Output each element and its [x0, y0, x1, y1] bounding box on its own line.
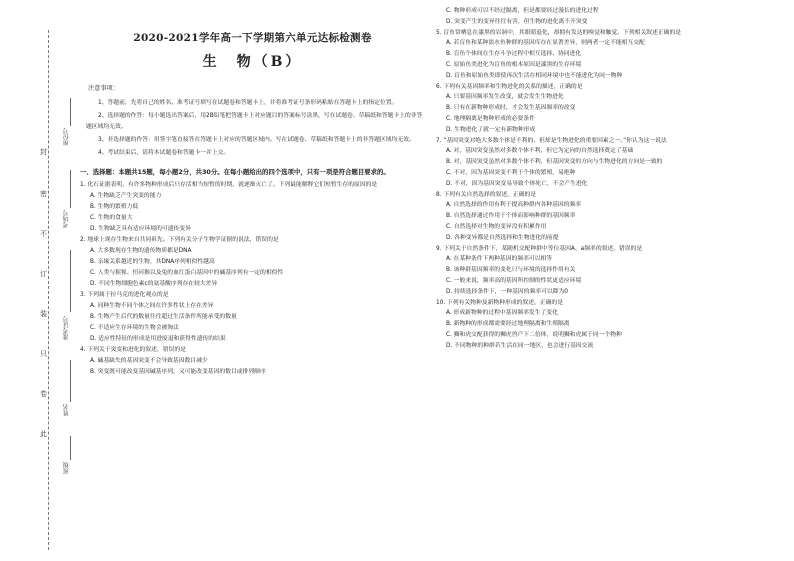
question-5: [436, 28, 781, 82]
question-option: D. 不同生物细胞色素c的氨基酸序列存在较大差异: [90, 281, 218, 287]
section-heading: 一、选择题：本题共15题，每小题2分，共30分。在每小题给出的四个选项中，只有一项是符合题目要求的。: [80, 168, 390, 176]
question-option: C. 物种形成可以不经过隔离，但是都要经过漫长的进化过程: [446, 8, 599, 14]
question-stem: 8. 下列有关自然选择的叙述，正确的是: [436, 191, 537, 198]
note-item: 3、非选择题的作答：用签字笔直接答在答题卡上对应的答题区域内。写在试题卷、草稿纸和答题卡上的非答题区域均无效。: [98, 137, 415, 143]
question-option: D. 持续选择条件下，一种基因的频率可以降为0: [446, 288, 568, 295]
field-exam-room-line: [70, 170, 71, 208]
field-seat-number-line: [70, 98, 71, 126]
question-option: B. 亲缘关系越近的生物，其DNA序列相似性越高: [90, 259, 215, 265]
field-exam-room: 考场号: [63, 210, 70, 228]
question-option: B. 新物种的形成都需要经过地理隔离和生殖隔离: [446, 321, 570, 328]
question-option: D. 不同物种的种群若生活在同一地区，也会进行基因交流: [446, 342, 594, 349]
seal-char: 只: [40, 350, 47, 358]
question-stem: 10. 下列有关物种及新物种形成的叙述，正确的是: [436, 299, 563, 306]
subject-title: 生 物（B）: [202, 54, 303, 70]
field-class: 班级: [63, 462, 70, 474]
field-class-line: [70, 436, 71, 460]
question-6: [436, 82, 781, 136]
question-2: [80, 235, 425, 290]
right-column: [436, 6, 781, 352]
question-10: [436, 298, 781, 352]
question-option: A. 大多数现存生物的遗传物质都是DNA: [90, 248, 192, 254]
seal-char: 卷: [40, 390, 47, 398]
seal-char: 封: [40, 148, 47, 156]
field-ticket-number-line: [70, 250, 71, 312]
question-option: A. 同种生物不同个体之间在许多性状上存在差异: [90, 303, 214, 309]
question-option: A. 对，基因突变虽然对多数个体不利，但它为定向的自然选择奠定了基础: [446, 148, 634, 155]
question-option: C. 自然选择对生物的变异没有积累作用: [446, 223, 547, 230]
question-option: A. 生物缺乏产生突变的能力: [90, 193, 162, 199]
question-option: D. 生物进化了就一定有新物种形成: [446, 126, 536, 133]
question-option: A. 形成新物种的过程中基因频率发生了变化: [446, 310, 558, 317]
question-option: C. 不对，因为基因突变不利于个体的繁殖，易绝种: [446, 169, 576, 176]
question-option: D. 不对，因为基因突变易导致个体死亡，不会产生进化: [446, 180, 588, 187]
question-stem: 9. 下列关于自然条件下，某随机交配种群中等位基因A、a频率的叙述，错误的是: [436, 245, 643, 252]
question-stem: 2. 地球上现存生物来自共同祖先。下列有关分子生物学证据的说法，错误的是: [80, 237, 279, 243]
question-option: B. 生物的繁殖力低: [90, 204, 139, 210]
question-option: B. 突变既可能改变基因碱基序列，又可能改变基因的数目或排列顺序: [90, 369, 266, 375]
question-option: C. 生物的食量大: [90, 215, 133, 221]
question-stem: 4. 下列关于突变和进化的叙述，错误的是: [80, 347, 186, 353]
field-name-line: [70, 360, 71, 402]
question-option: A. 自然选择的作用有利于提高种群内各种基因的频率: [446, 202, 582, 209]
seal-char: 不: [40, 230, 47, 238]
seal-char: 装: [40, 310, 47, 318]
question-option: B. 该种群基因频率的变化只与环境的选择作用有关: [446, 267, 576, 274]
question-stem: 3. 下列属于拉马克的进化观点的是: [80, 292, 169, 298]
question-3: [80, 290, 425, 345]
question-option: D. 盲鱼和原始鱼类即使再次生活在相同环境中也不能进化为同一物种: [446, 72, 623, 79]
note-item: 2、选择题的作答：每小题选出答案后，用2B铅笔把答题卡上对应题目的答案标号涂黑，写在试题卷、草稿纸和答题卡上的非答题区域均无效。: [86, 113, 423, 130]
question-option: C. 一般来说，频率高的基因所控制的性状更适应环境: [446, 277, 582, 284]
question-option: D. 生物缺乏具有适应环境的可遗传变异: [90, 226, 191, 232]
notes-heading: 注意事项：: [88, 85, 119, 92]
question-option: C. 地理隔离是物种形成的必要条件: [446, 115, 535, 122]
field-name: 姓名: [63, 404, 70, 416]
question-4-continued: [436, 6, 781, 28]
question-option: D. 突变产生的变异往往有害，但生物的进化离不开突变: [446, 18, 588, 25]
left-column: [80, 30, 425, 378]
question-8: [436, 190, 781, 244]
question-option: A. 若盲鱼和某种淡水鱼种群的基因库存在显著差异，则两者一定不能相互交配: [446, 40, 645, 47]
question-stem: 7. “基因突变对绝大多数个体是不利的，但却是生物进化的重要因素之一。”你认为这一说法: [436, 137, 667, 144]
question-option: A. 在某种条件下两种基因的频率可以相等: [446, 256, 553, 263]
question-option: D. 各种变异都是自然选择和生物进化的前提: [446, 234, 559, 241]
question-7: [436, 136, 781, 190]
question-stem: 5. 盲鱼常栖息在漆黑的岩洞中，其眼睛退化，却拥有发达的嗅觉和触觉。下列相关叙述正确的是: [436, 29, 682, 36]
question-option: B. 对，基因突变虽然对多数个体不利，但基因突变的方向与生物进化的方向是一致的: [446, 159, 663, 166]
question-option: C. 原始鱼类进化为盲鱼的根本原因是漆黑的生存环境: [446, 61, 582, 68]
question-option: B. 盲鱼个体间在生存斗争过程中相互选择、协同进化: [446, 51, 582, 58]
seal-char: 密: [40, 190, 47, 198]
field-seat-number: 座位号: [63, 128, 70, 146]
question-option: A. 只要基因频率发生改变，就会发生生物进化: [446, 94, 564, 101]
question-option: B. 只有在新物种形成时，才会发生基因频率的改变: [446, 105, 576, 112]
question-stem: 6. 下列有关基因频率和生物进化的关系的描述，正确的是: [436, 83, 583, 90]
exam-title: 2020-2021学年高一下学期第六单元达标检测卷: [133, 32, 372, 44]
question-9: [436, 244, 781, 298]
question-option: D. 适应性特征的形成是用进废退和获得性遗传的结果: [90, 336, 226, 342]
question-4: [80, 345, 425, 378]
note-item: 4、考试结束后，请将本试题卷和答题卡一并上交。: [98, 150, 230, 156]
question-option: B. 自然选择通过作用于个体而影响种群的基因频率: [446, 213, 576, 220]
question-1: [80, 180, 425, 235]
seal-char: 此: [40, 430, 47, 438]
seal-dashed-line: [48, 30, 49, 550]
question-stem: 1. 化石证据表明，有许多物种形成后只存活相当短暂的时期，就逐渐灭亡了。下列最能解释它们短暂生存的原因的是: [80, 182, 378, 188]
binding-margin: [0, 0, 74, 561]
question-option: C. 狮和虎交配获得的狮虎兽产下二倍体，说明狮和虎属于同一个物种: [446, 331, 622, 338]
question-option: C. 不适应生存环境的生物会被淘汰: [90, 325, 179, 331]
seal-char: 订: [40, 270, 47, 278]
field-ticket-number: 准考证号: [63, 316, 70, 340]
question-option: B. 生物产生后代的数量往往超过生活条件所能承受的数量: [90, 314, 237, 320]
question-option: C. 人类与猩猩、恒河猴以及兔的血红蛋白基因中的碱基序列有一定的相似性: [90, 270, 284, 276]
question-option: A. 碱基缺失的基因突变不会导致基因数目减少: [90, 358, 208, 364]
note-item: 1、答题前，先将自己的姓名、准考证号填写在试题卷和答题卡上，并将准考证号条形码粘贴在答题卡上的指定位置。: [98, 100, 398, 106]
